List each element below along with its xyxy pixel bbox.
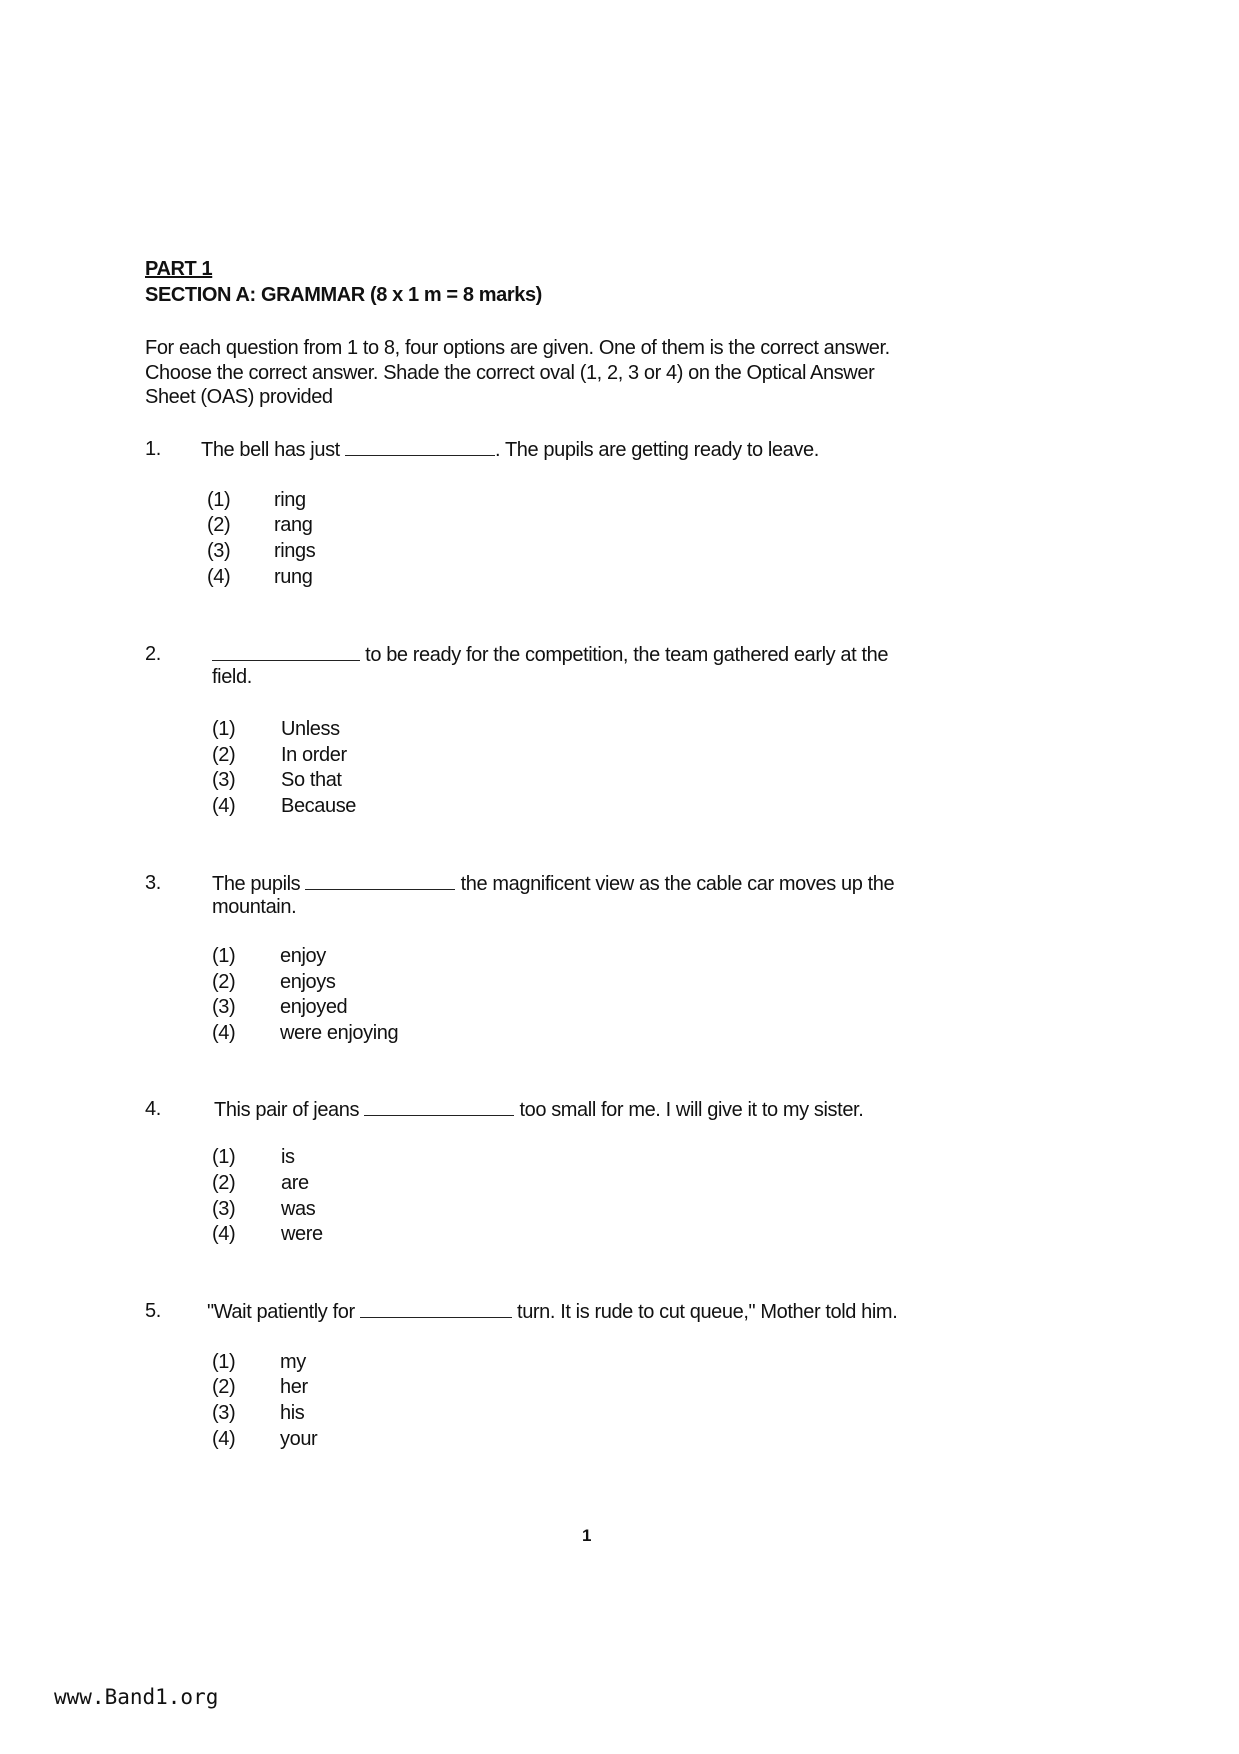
option-number: (3) bbox=[207, 540, 231, 562]
watermark: www.Band1.org bbox=[54, 1685, 219, 1709]
option-text: Because bbox=[281, 795, 357, 817]
option-text: my bbox=[280, 1351, 306, 1373]
question-after: too small for me. I will give it to my sister. bbox=[514, 1099, 864, 1121]
answer-blank bbox=[360, 1301, 512, 1318]
option-text: In order bbox=[281, 744, 347, 766]
question-after: the magnificent view as the cable car moves up the bbox=[455, 873, 895, 895]
section-title: SECTION A: GRAMMAR (8 x 1 m = 8 marks) bbox=[145, 284, 542, 306]
question-number: 2. bbox=[145, 643, 161, 665]
option-number: (4) bbox=[212, 1022, 236, 1044]
question-before: "Wait patiently for bbox=[207, 1301, 355, 1323]
option-number: (4) bbox=[212, 795, 236, 817]
option-text: were enjoying bbox=[280, 1022, 399, 1044]
option-number: (4) bbox=[212, 1428, 236, 1450]
option-text: Unless bbox=[281, 718, 340, 740]
option-number: (2) bbox=[212, 971, 236, 993]
option-number: (1) bbox=[212, 718, 236, 740]
option-text: enjoys bbox=[280, 971, 336, 993]
option-text: his bbox=[280, 1402, 305, 1424]
answer-blank bbox=[212, 644, 360, 661]
option-text: rung bbox=[274, 566, 313, 588]
question-number: 5. bbox=[145, 1300, 161, 1322]
answer-blank bbox=[345, 439, 495, 456]
option-text: rang bbox=[274, 514, 313, 536]
part-title: PART 1 bbox=[145, 258, 213, 280]
option-number: (1) bbox=[212, 1351, 236, 1373]
question-text bbox=[201, 439, 819, 460]
question-before: The pupils bbox=[212, 873, 301, 895]
question-continuation: mountain. bbox=[212, 896, 297, 918]
question-before: This pair of jeans bbox=[214, 1099, 360, 1121]
question-number: 4. bbox=[145, 1098, 161, 1120]
option-text: was bbox=[281, 1198, 316, 1220]
option-number: (1) bbox=[212, 945, 236, 967]
question-number: 3. bbox=[145, 872, 161, 894]
option-text: enjoyed bbox=[280, 996, 348, 1018]
option-number: (1) bbox=[212, 1146, 236, 1168]
option-number: (3) bbox=[212, 1402, 236, 1424]
option-text: ring bbox=[274, 489, 306, 511]
option-text: are bbox=[281, 1172, 309, 1194]
option-number: (2) bbox=[212, 744, 236, 766]
question-after: turn. It is rude to cut queue," Mother told him. bbox=[511, 1301, 898, 1323]
question-before: The bell has just bbox=[201, 439, 340, 461]
question-number: 1. bbox=[145, 438, 161, 460]
option-text: her bbox=[280, 1376, 308, 1398]
option-number: (4) bbox=[212, 1223, 236, 1245]
question-text bbox=[207, 1301, 897, 1322]
option-number: (1) bbox=[207, 489, 231, 511]
question-text bbox=[212, 644, 888, 665]
question-after: to be ready for the competition, the team gathered early at the bbox=[360, 644, 889, 666]
option-number: (2) bbox=[207, 514, 231, 536]
option-text: is bbox=[281, 1146, 295, 1168]
option-number: (3) bbox=[212, 1198, 236, 1220]
option-text: enjoy bbox=[280, 945, 326, 967]
option-number: (2) bbox=[212, 1172, 236, 1194]
option-text: your bbox=[280, 1428, 318, 1450]
answer-blank bbox=[305, 873, 455, 890]
option-text: were bbox=[281, 1223, 323, 1245]
option-text: rings bbox=[274, 540, 316, 562]
page-number: 1 bbox=[582, 1526, 592, 1545]
option-number: (3) bbox=[212, 769, 236, 791]
answer-blank bbox=[364, 1099, 514, 1116]
question-after: . The pupils are getting ready to leave. bbox=[495, 439, 819, 461]
question-continuation: field. bbox=[212, 666, 252, 688]
instructions-line: For each question from 1 to 8, four options are given. One of them is the correct answer. bbox=[145, 337, 890, 359]
instructions-line: Sheet (OAS) provided bbox=[145, 386, 333, 408]
option-number: (3) bbox=[212, 996, 236, 1018]
option-number: (4) bbox=[207, 566, 231, 588]
question-text bbox=[212, 873, 894, 894]
option-text: So that bbox=[281, 769, 342, 791]
option-number: (2) bbox=[212, 1376, 236, 1398]
question-text bbox=[214, 1099, 863, 1120]
instructions-line: Choose the correct answer. Shade the correct oval (1, 2, 3 or 4) on the Optical Answer bbox=[145, 362, 875, 384]
